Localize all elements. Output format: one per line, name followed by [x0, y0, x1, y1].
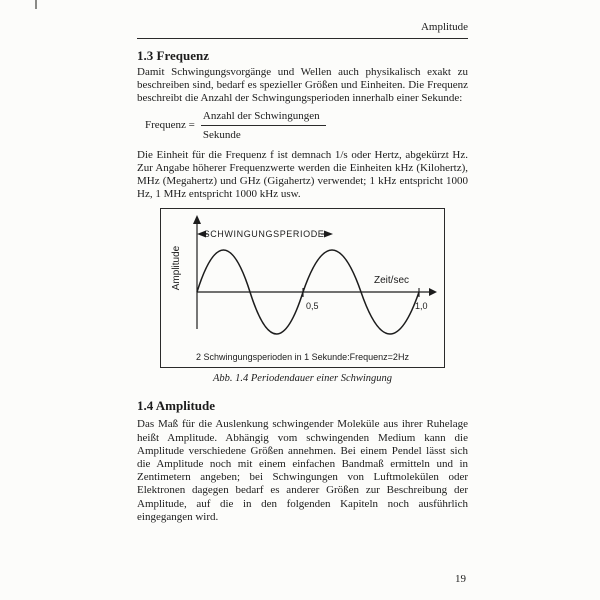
y-axis-arrowhead — [193, 215, 201, 224]
section-heading-frequenz: 1.3 Frequenz — [137, 48, 209, 63]
sine-wave-diagram — [161, 213, 444, 345]
formula-lhs: Frequenz = — [145, 119, 195, 132]
tick-label-1-0: 1,0 — [415, 301, 428, 312]
period-label: SCHWINGUNGSPERIODE — [203, 229, 325, 240]
frequency-formula — [137, 110, 468, 141]
paragraph-amplitude: Das Maß für die Auslenkung schwingender Moleküle aus ihrer Ruhelage heißt Amplitude. Abhängig vom schwingenden Medium kann die Amplitude verschiedene Größen annehmen. Bei einem Pendel lässt sich die Amplitude noch mit einem einfachen Bandmaß ermitteln und in Zentimetern angeben; bei Schwingungen von Luftmolekülen oder Elektronen dagegen bedarf es anderer Größen zur Beschreibung der Amplitude, auf die in den folgenden Kapiteln noch ausführlich eingegangen wird. — [137, 418, 468, 523]
formula-fraction — [201, 110, 326, 141]
running-header: Amplitude — [137, 21, 468, 39]
period-arrow-right-icon — [324, 231, 333, 238]
formula-numerator: Anzahl der Schwingungen — [202, 109, 320, 122]
figure-box — [160, 208, 445, 368]
scan-artifact — [35, 0, 37, 9]
page-number: 19 — [455, 573, 466, 585]
figure-note: 2 Schwingungsperioden in 1 Sekunde:Frequenz=2Hz — [196, 352, 409, 363]
x-axis-arrowhead — [429, 288, 437, 296]
x-axis-label: Zeit/sec — [374, 275, 410, 287]
paragraph-frequenz-intro: Damit Schwingungsvorgänge und Wellen auch physikalisch exakt zu beschreiben sind, bedarf es spezieller Größen und Einheiten. Die Frequenz beschreibt die Anzahl der Schwingungsperioden innerhalb einer Sekunde: — [137, 66, 468, 105]
formula-denominator: Sekunde — [201, 125, 326, 141]
paragraph-frequenz-units: Die Einheit für die Frequenz f ist demnach 1/s oder Hertz, abgekürzt Hz. Zur Angabe höherer Frequenzwerte werden die Einheiten kHz (Kilohertz), MHz (Megahertz) und GHz (Gigahertz) verwendet; 1 kHz entspricht 1000 Hz, 1 MHz entspricht 1000 kHz usw. — [137, 148, 468, 201]
section-heading-amplitude: 1.4 Amplitude — [137, 398, 216, 414]
y-axis-label: Amplitude — [171, 246, 182, 291]
figure-caption: Abb. 1.4 Periodendauer einer Schwingung — [212, 373, 393, 385]
tick-label-0-5: 0,5 — [306, 301, 319, 312]
